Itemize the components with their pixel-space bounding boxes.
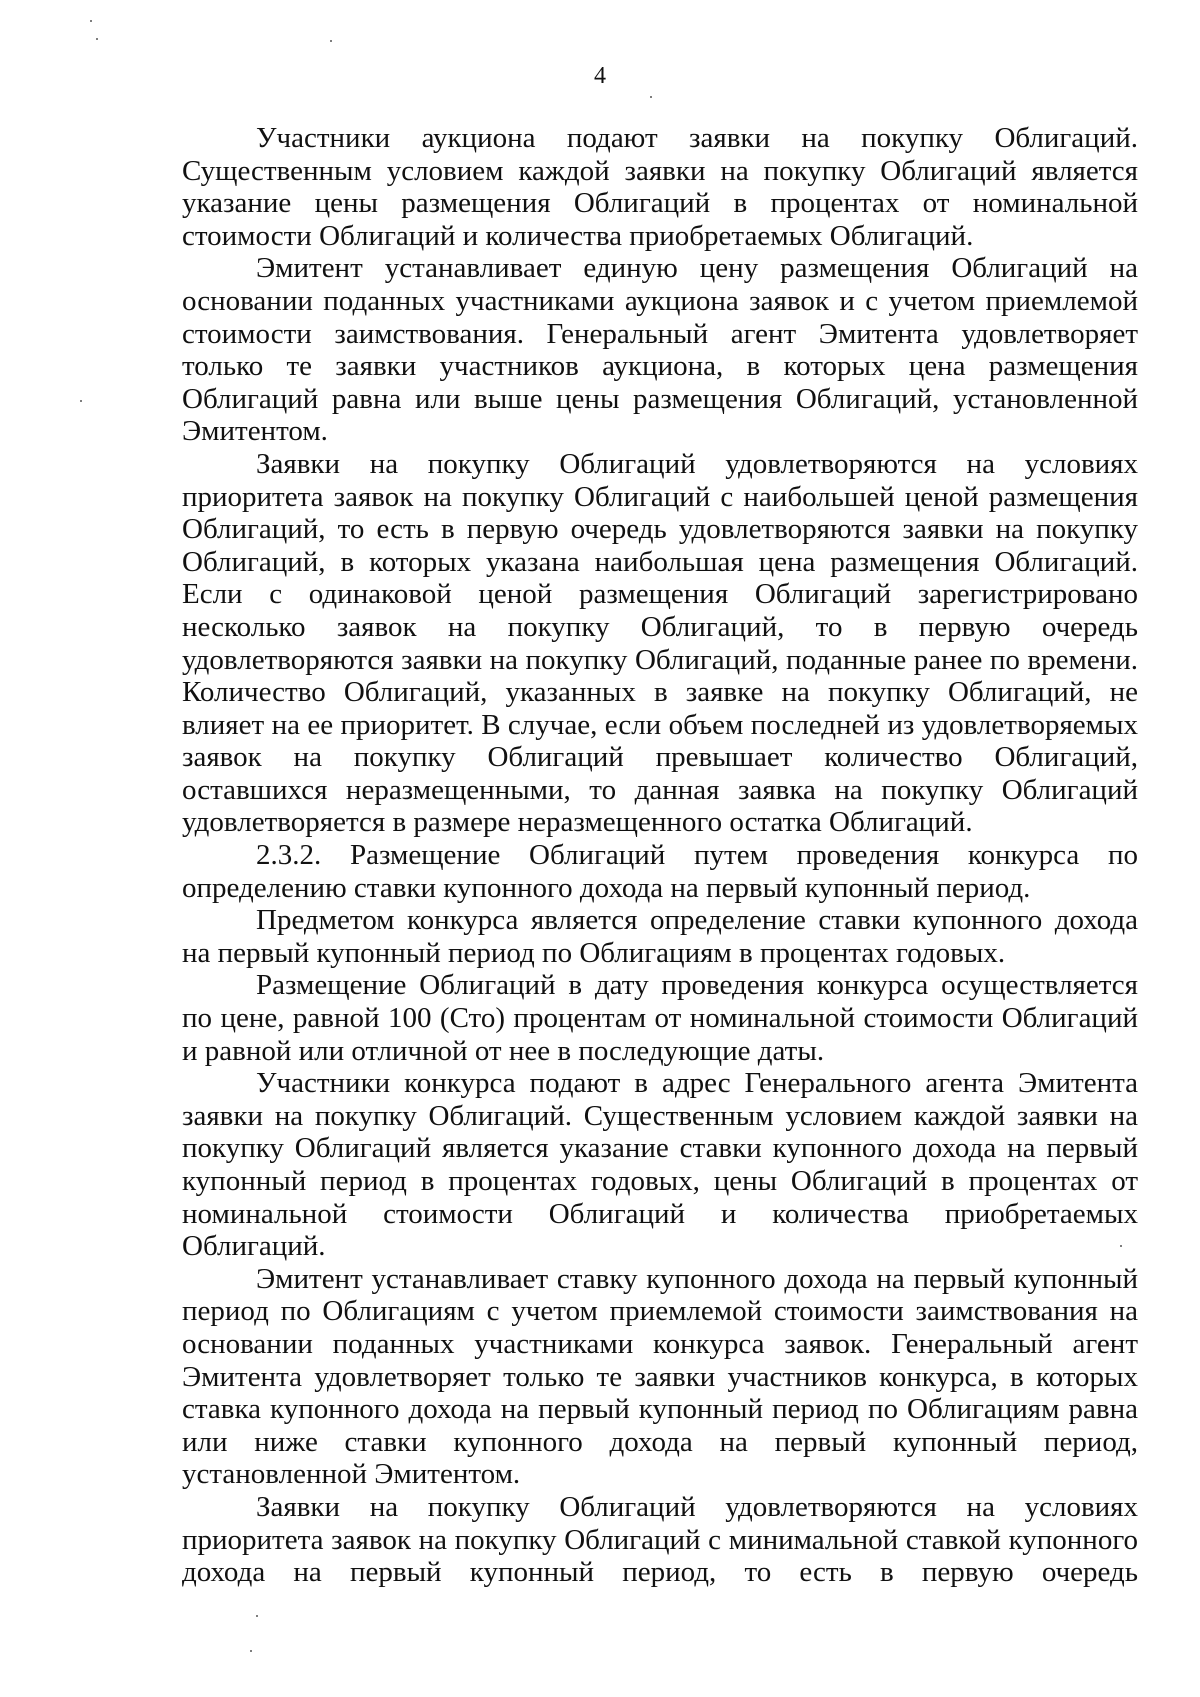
paragraph-contest-bids: Участники конкурса подают в адрес Генерального агента Эмитента заявки на покупку Облигаций. Существенным условием каждой заявки на покупку Облигаций является указание ставки купонного дохода на первый купонный период в процентах годовых, цены Облигаций в процентах от номинальной стоимости Облигаций и количества приобретаемых Облигаций.	[182, 1067, 1138, 1263]
paragraph-issuer-sets-price: Эмитент устанавливает единую цену размещения Облигаций на основании поданных участниками аукциона заявок и с учетом приемлемой стоимости заимствования. Генеральный агент Эмитента удовлетворяет только те заявки участников аукциона, в которых цена размещения Облигаций равна или выше цены размещения Облигаций, установленной Эмитентом.	[182, 252, 1138, 448]
scan-speck	[96, 38, 98, 40]
scan-speck	[650, 96, 652, 98]
paragraph-rate-priority: Заявки на покупку Облигаций удовлетворяются на условиях приоритета заявок на покупку Облигаций с минимальной ставкой купонного дохода на первый купонный период, то есть в первую очередь	[182, 1490, 1138, 1589]
scan-speck	[90, 20, 92, 22]
document-body	[182, 122, 1138, 1589]
scan-speck	[80, 400, 82, 402]
paragraph-auction-bids: Участники аукциона подают заявки на покупку Облигаций. Существенным условием каждой заявки на покупку Облигаций является указание цены размещения Облигаций в процентах от номинальной стоимости Облигаций и количества приобретаемых Облигаций.	[182, 122, 1138, 252]
section-heading-2-3-2: 2.3.2. Размещение Облигаций путем проведения конкурса по определению ставки купонного дохода на первый купонный период.	[182, 839, 1138, 904]
paragraph-contest-subject: Предметом конкурса является определение ставки купонного дохода на первый купонный период по Облигациям в процентах годовых.	[182, 904, 1138, 969]
scan-speck	[1120, 1245, 1122, 1247]
paragraph-issuer-sets-rate: Эмитент устанавливает ставку купонного дохода на первый купонный период по Облигациям с учетом приемлемой стоимости заимствования на основании поданных участниками конкурса заявок. Генеральный агент Эмитента удовлетворяет только те заявки участников конкурса, в которых ставка купонного дохода на первый купонный период по Облигациям равна или ниже ставки купонного дохода на первый купонный период, установленной Эмитентом.	[182, 1262, 1138, 1491]
scan-speck	[250, 1650, 252, 1652]
scan-speck	[256, 1615, 258, 1617]
paragraph-contest-price: Размещение Облигаций в дату проведения конкурса осуществляется по цене, равной 100 (Сто) процентам от номинальной стоимости Облигаций и равной или отличной от нее в последующие даты.	[182, 969, 1138, 1067]
paragraph-price-priority: Заявки на покупку Облигаций удовлетворяются на условиях приоритета заявок на покупку Облигаций с наибольшей ценой размещения Облигаций, то есть в первую очередь удовлетворяются заявки на покупку Облигаций, в которых указана наибольшая цена размещения Облигаций. Если с одинаковой ценой размещения Облигаций зарегистрировано несколько заявок на покупку Облигаций, то в первую очередь удовлетворяются заявки на покупку Облигаций, поданные ранее по времени. Количество Облигаций, указанных в заявке на покупку Облигаций, не влияет на ее приоритет. В случае, если объем последней из удовлетворяемых заявок на покупку Облигаций превышает количество Облигаций, оставшихся неразмещенными, то данная заявка на покупку Облигаций удовлетворяется в размере неразмещенного остатка Облигаций.	[182, 447, 1138, 839]
page-number: 4	[594, 63, 606, 89]
scan-speck	[330, 40, 332, 42]
